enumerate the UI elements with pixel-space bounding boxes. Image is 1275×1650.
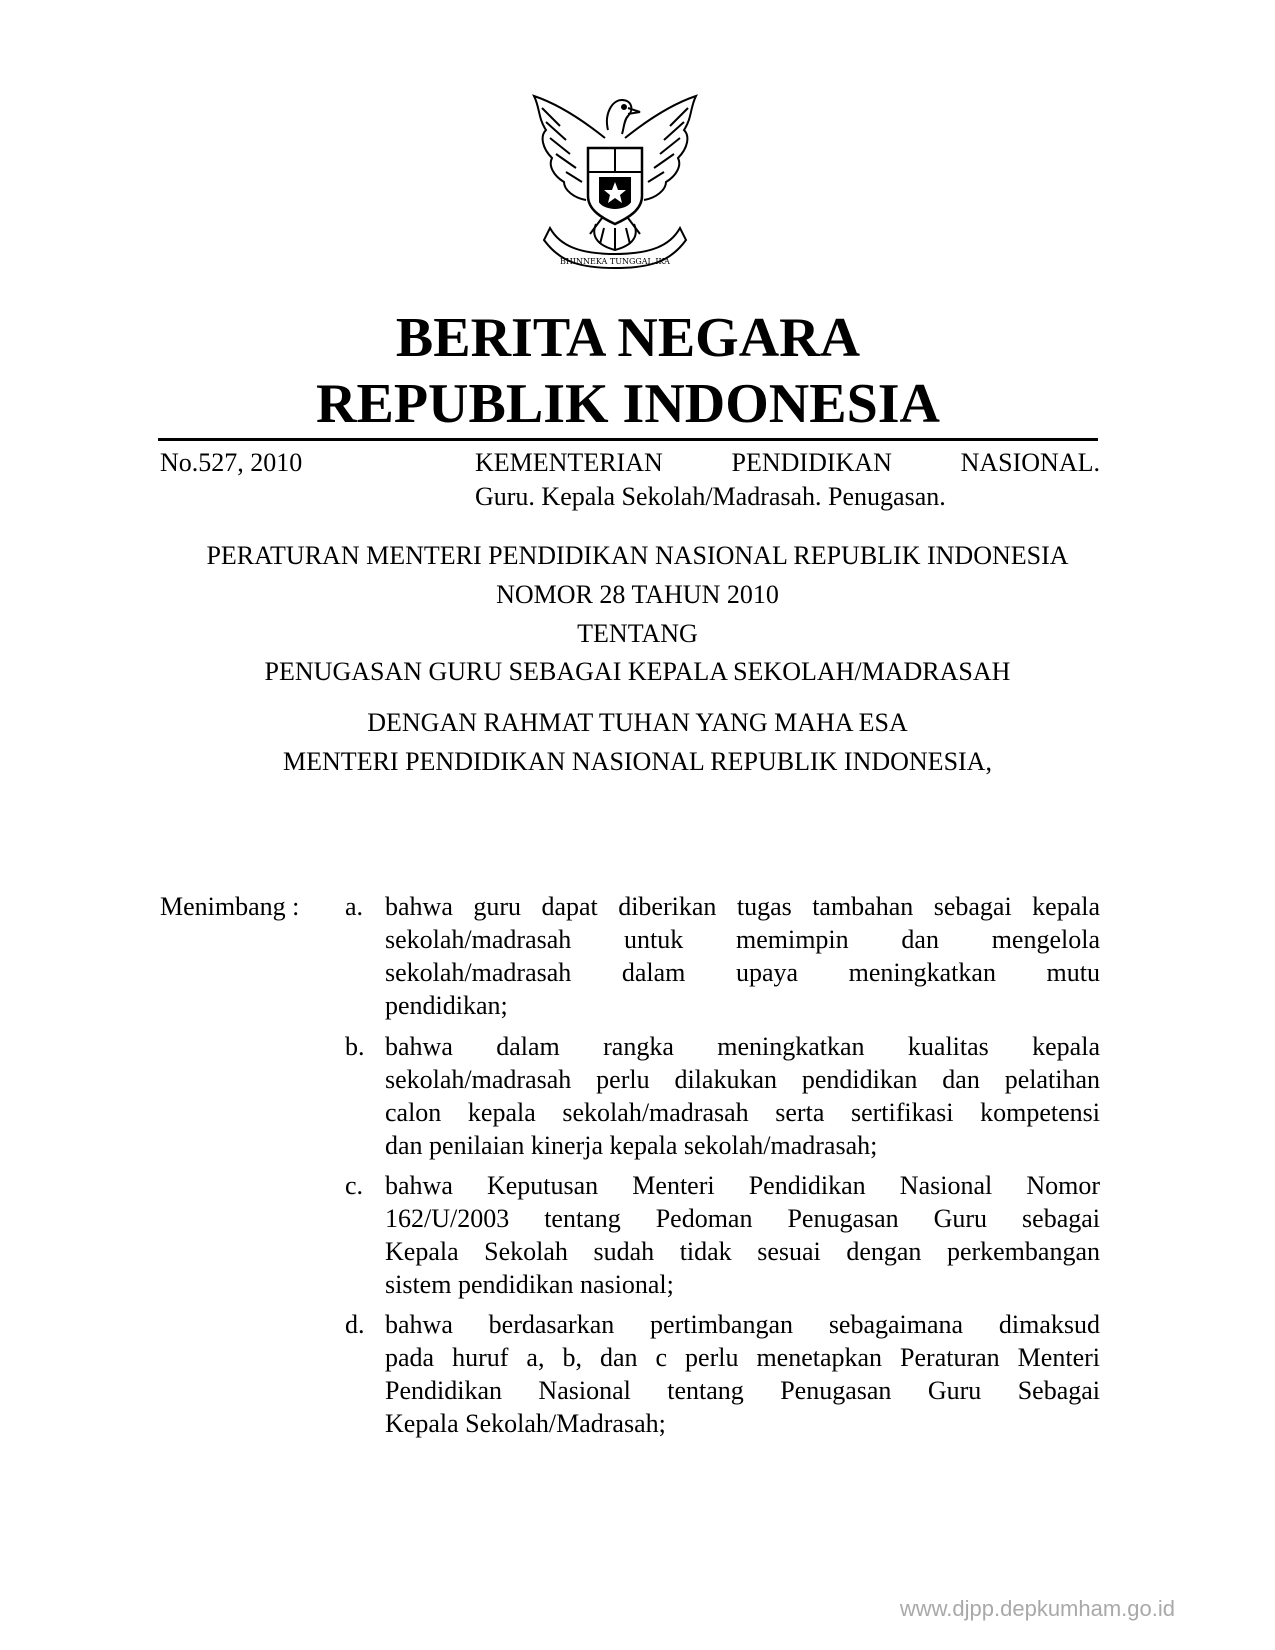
consideration-marker: b. [345, 1032, 365, 1061]
consideration-line: bahwa Keputusan Menteri Pendidikan Nasional Nomor [385, 1171, 1100, 1200]
consideration-line: 162/U/2003 tentang Pedoman Penugasan Guru sebagai [385, 1204, 1100, 1233]
regulation-issuer: MENTERI PENDIDIKAN NASIONAL REPUBLIK INDONESIA, [283, 747, 992, 776]
consideration-line: pada huruf a, b, dan c perlu menetapkan Peraturan Menteri [385, 1343, 1100, 1372]
consideration-line: Kepala Sekolah/Madrasah; [385, 1409, 666, 1438]
masthead-divider [158, 438, 1098, 441]
consideration-marker: d. [345, 1310, 365, 1339]
consideration-line: bahwa guru dapat diberikan tugas tambahan sebagai kepala [385, 892, 1100, 921]
consideration-line: dan penilaian kinerja kepala sekolah/madrasah; [385, 1131, 878, 1160]
consideration-text [385, 1169, 1100, 1301]
masthead-line-2: REPUBLIK INDONESIA [316, 373, 940, 435]
consideration-text [385, 890, 1100, 1022]
consideration-line: bahwa dalam rangka meningkatkan kualitas kepala [385, 1032, 1100, 1061]
consideration-line: sekolah/madrasah untuk memimpin dan mengelola [385, 925, 1100, 954]
consideration-line: Pendidikan Nasional tentang Penugasan Guru Sebagai [385, 1376, 1100, 1405]
source-watermark: www.djpp.depkumham.go.id [899, 1596, 1175, 1621]
issue-number: No.527, 2010 [160, 448, 303, 477]
regulation-about: TENTANG [577, 619, 698, 648]
issue-subject-line-2: Guru. Kepala Sekolah/Madrasah. Penugasan. [475, 482, 946, 511]
consideration-text [385, 1308, 1100, 1440]
considerations-label: Menimbang : [160, 892, 300, 921]
consideration-line: bahwa berdasarkan pertimbangan sebagaimana dimaksud [385, 1310, 1100, 1339]
issue-subject-line-1: KEMENTERIAN PENDIDIKAN NASIONAL. [475, 448, 1100, 477]
consideration-line: pendidikan; [385, 991, 508, 1020]
consideration-line: sekolah/madrasah dalam upaya meningkatkan mutu [385, 958, 1100, 987]
regulation-number: NOMOR 28 TAHUN 2010 [496, 580, 779, 609]
consideration-line: sistem pendidikan nasional; [385, 1270, 674, 1299]
masthead-line-1: BERITA NEGARA [395, 307, 861, 369]
garuda-emblem-icon [520, 78, 710, 278]
consideration-marker: c. [345, 1171, 364, 1200]
regulation-title: PERATURAN MENTERI PENDIDIKAN NASIONAL REPUBLIK INDONESIA [206, 541, 1069, 570]
regulation-subject: PENUGASAN GURU SEBAGAI KEPALA SEKOLAH/MADRASAH [264, 657, 1011, 686]
svg-text:BHINNEKA TUNGGAL IKA: BHINNEKA TUNGGAL IKA [560, 257, 670, 266]
regulation-invocation: DENGAN RAHMAT TUHAN YANG MAHA ESA [367, 708, 908, 737]
consideration-line: sekolah/madrasah perlu dilakukan pendidikan dan pelatihan [385, 1065, 1100, 1094]
consideration-marker: a. [345, 892, 364, 921]
consideration-line: Kepala Sekolah sudah tidak sesuai dengan perkembangan [385, 1237, 1100, 1266]
consideration-text [385, 1030, 1100, 1162]
consideration-line: calon kepala sekolah/madrasah serta sertifikasi kompetensi [385, 1098, 1100, 1127]
issue-subject [475, 446, 1100, 514]
